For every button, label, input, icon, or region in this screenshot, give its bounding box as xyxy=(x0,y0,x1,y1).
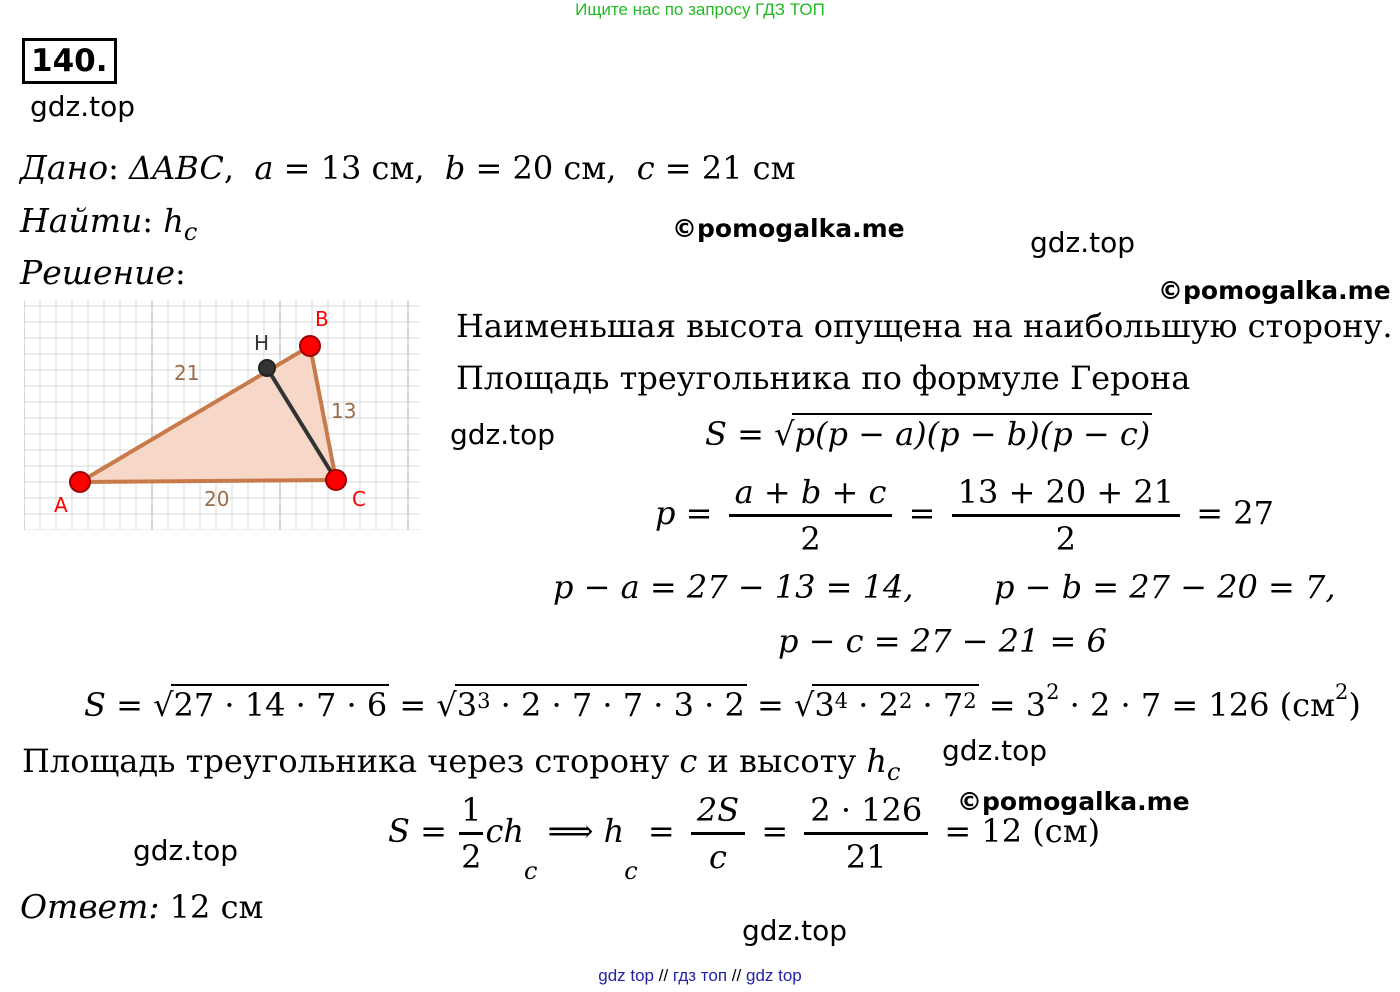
given-b-var: b xyxy=(444,149,466,187)
bottom-link-1[interactable]: gdz top xyxy=(598,966,654,985)
label-point-h: H xyxy=(254,331,270,355)
hc-s: S xyxy=(388,812,410,850)
watermark-gdz: gdz.top xyxy=(133,834,239,867)
diff-pb: p − b = 27 − 20 = 7, xyxy=(994,568,1336,606)
heron-s: S xyxy=(705,415,727,453)
given-c-var: c xyxy=(636,149,655,187)
heron-radicand: p(p − a)(p − b)(p − c) xyxy=(794,415,1151,453)
watermark-gdz: gdz.top xyxy=(1030,226,1136,259)
hc-eq-1: = xyxy=(420,812,447,850)
p-formula xyxy=(655,470,1274,561)
fraction-252-num: 2 · 126 xyxy=(804,788,928,835)
edge-ac xyxy=(80,480,336,482)
area-eq-1: = xyxy=(116,686,143,724)
fraction-sum-num: 13 + 20 + 21 xyxy=(952,470,1180,517)
bottom-link-3[interactable]: gdz top xyxy=(745,966,802,985)
label-side-ab: 21 xyxy=(174,361,200,385)
find-h: h xyxy=(163,202,184,240)
p-eq: = xyxy=(685,494,713,532)
point-a xyxy=(70,472,90,492)
fraction-half-num: 1 xyxy=(459,788,483,835)
text-line-1: Наименьшая высота опущена на наибольшую сторону. xyxy=(456,307,1393,345)
fraction-sum-den: 2 xyxy=(1055,520,1076,558)
find-h-sub: c xyxy=(183,218,198,246)
area-sqrt-2: $√3^3 \cdot 2 \cdot 7 \cdot 7 \cdot 3 \cdot 2$ xyxy=(436,686,745,724)
top-banner: Ищите нас по запросу ГДЗ ТОП xyxy=(575,0,825,19)
watermark-pomogalka: ©pomogalka.me xyxy=(957,787,1190,816)
fraction-2s-den: c xyxy=(709,838,727,876)
bottom-link-2[interactable]: гдз топ xyxy=(672,966,728,985)
area-eq-2: = xyxy=(399,686,427,724)
area-s: S xyxy=(84,686,106,724)
label-point-a: A xyxy=(54,493,68,517)
p-eq-2: = xyxy=(908,494,936,532)
hc-chc: ch xyxy=(485,812,524,850)
area-sqrt-3: $√3^4 \cdot 2^2 \cdot 7^2$ xyxy=(793,686,977,724)
watermark-gdz: gdz.top xyxy=(30,90,136,123)
heron-formula xyxy=(705,413,1152,453)
bottom-sep: // xyxy=(731,966,742,985)
fraction-252-den: 21 xyxy=(845,838,887,876)
point-h xyxy=(259,360,275,376)
answer-label: Ответ: xyxy=(20,887,160,926)
watermark-gdz: gdz.top xyxy=(450,418,556,451)
area-eq-4: = xyxy=(988,686,1016,724)
hc-eq-3: = xyxy=(761,812,789,850)
label-point-c: C xyxy=(352,487,366,511)
triangle-name: ΔABC xyxy=(129,149,224,187)
fraction-abc xyxy=(729,470,893,561)
bottom-links xyxy=(0,966,1400,986)
given-label: Дано xyxy=(20,148,109,187)
p-result: = 27 xyxy=(1196,494,1274,532)
fraction-abc-den: 2 xyxy=(800,520,821,558)
answer-value: 12 см xyxy=(169,888,264,926)
given-a-val: 13 см xyxy=(320,149,415,187)
area-sqrt-1: √27 · 14 · 7 · 6 xyxy=(153,686,388,724)
fraction-sum xyxy=(952,470,1180,561)
hc-eq-2: = xyxy=(647,812,675,850)
label-point-b: B xyxy=(315,307,329,331)
p-var: p xyxy=(655,494,676,532)
fraction-half-den: 2 xyxy=(461,838,482,876)
watermark-pomogalka: ©pomogalka.me xyxy=(672,214,905,243)
diff-pc: p − c = 27 − 21 = 6 xyxy=(778,622,1107,660)
label-side-ac: 20 xyxy=(204,487,230,511)
fraction-252-21 xyxy=(804,788,928,879)
text-line-3: Площадь треугольника через сторону c и высоту hc xyxy=(22,742,901,786)
text-line-3-c: c xyxy=(679,742,698,780)
area-rad-2: $3^3 \cdot 2 \cdot 7 \cdot 7 \cdot 3 \cdot 2$ xyxy=(456,686,745,724)
fraction-abc-num: a + b + c xyxy=(729,470,893,517)
fraction-2s-num: 2S xyxy=(691,788,745,835)
watermark-gdz: gdz.top xyxy=(942,734,1048,767)
task-number: 140. xyxy=(22,38,117,84)
hc-result: = 12 (см) xyxy=(944,812,1101,850)
watermark-pomogalka: ©pomogalka.me xyxy=(1158,276,1391,305)
text-line-2: Площадь треугольника по формуле Герона xyxy=(456,359,1191,397)
heron-eq: = xyxy=(737,415,764,453)
given-line: Дано: ΔABC, a = 13 см, b = 20 см, c = 21 см xyxy=(20,148,796,187)
watermark-gdz: gdz.top xyxy=(742,914,848,947)
heron-sqrt: √p(p − a)(p − b)(p − c) xyxy=(774,415,1151,453)
bottom-sep: // xyxy=(658,966,669,985)
label-side-bc: 13 xyxy=(331,399,357,423)
point-c xyxy=(326,470,346,490)
fraction-half xyxy=(459,788,483,879)
given-b-val: 20 см xyxy=(512,149,607,187)
find-label: Найти xyxy=(20,201,143,240)
point-b xyxy=(300,336,320,356)
text-line-3-h: h xyxy=(866,742,887,780)
area-rad-3: $3^4 \cdot 2^2 \cdot 7^2$ xyxy=(814,686,977,724)
area-eq-3: = xyxy=(757,686,784,724)
solution-line: Решение: xyxy=(20,253,186,292)
area-rad-1: 27 · 14 · 7 · 6 xyxy=(173,686,388,724)
answer-line xyxy=(20,887,263,926)
hc-implies: ⟹ xyxy=(547,812,594,850)
area-result: $3^2 \cdot 2 \cdot 7 = 126$ $(см^2)$ xyxy=(1025,680,1361,724)
triangle-figure xyxy=(24,300,420,530)
given-c-val: 21 см xyxy=(701,149,796,187)
height-calc: S = $\frac{1}{2}$ chc ⟹ hc = $\frac{2S}{c}$ = $\frac{2 \cdot 126}{21}$ = 12 (см) xyxy=(388,788,1100,879)
fraction-2s-c xyxy=(691,788,745,879)
diff-pa: p − a = 27 − 13 = 14, xyxy=(553,568,914,606)
area-calc xyxy=(84,680,1361,724)
solution-label: Решение xyxy=(20,253,176,292)
hc-h: h xyxy=(603,812,625,850)
given-a-var: a xyxy=(254,149,274,187)
find-line: Найти: hc xyxy=(20,201,198,246)
